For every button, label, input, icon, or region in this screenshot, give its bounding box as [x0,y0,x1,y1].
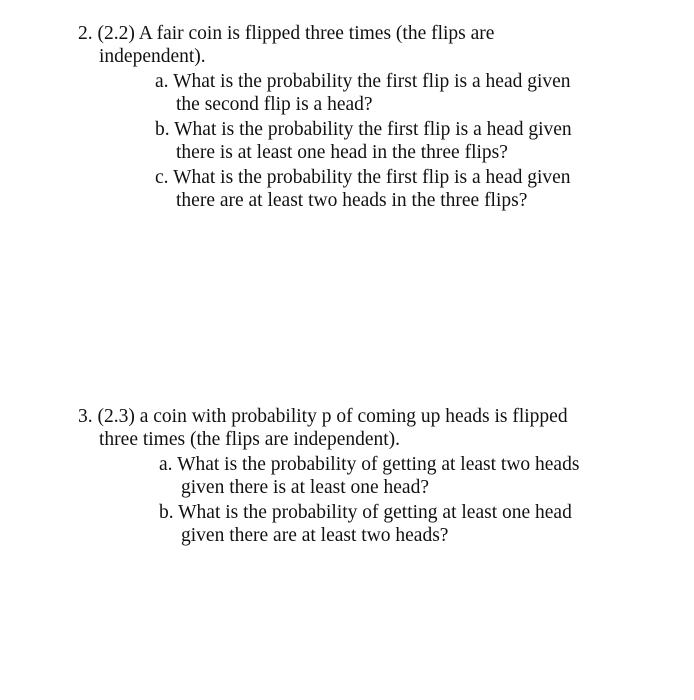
problem-3-stem-line-1 [78,405,568,428]
problem-3-part-a-line-1 [159,453,579,476]
problem-2-stem-line-2: independent). [99,46,206,67]
problem-2-part-b-line-2: there is at least one head in the three flips? [176,142,508,163]
problem-2-part-b-text-1: What is the probability the first flip is a head given [174,119,572,140]
problem-2-part-c-line-1 [155,166,571,189]
problem-2-part-a-line-1 [155,70,571,93]
problem-3-part-a-label: a. [159,454,173,475]
problem-2-part-c-line-2: there are at least two heads in the three flips? [176,190,528,211]
problem-2-stem-text-1: A fair coin is flipped three times (the flips are [138,23,495,44]
problem-3-section: (2.3) [97,406,135,427]
problem-2-number: 2. [78,23,93,44]
problem-2-part-c-text-1: What is the probability the first flip is a head given [173,167,571,188]
problem-2-part-a-line-2: the second flip is a head? [176,94,373,115]
problem-3-part-b-label: b. [159,502,174,523]
problem-3-part-a-line-2: given there is at least one head? [181,477,429,498]
problem-2-part-c-label: c. [155,167,169,188]
problem-3-part-b-line-1 [159,501,572,524]
problem-3-stem-line-2: three times (the flips are independent). [99,429,401,450]
problem-2-part-a-label: a. [155,71,169,92]
problem-2-section: (2.2) [97,23,135,44]
problem-3-part-b-line-2: given there are at least two heads? [181,525,449,546]
problem-2-part-b-line-1 [155,118,572,141]
problem-3-part-b-text-1: What is the probability of getting at least one head [178,502,572,523]
problem-2-part-b-label: b. [155,119,170,140]
problem-2-part-a-text-1: What is the probability the first flip is a head given [173,71,571,92]
problem-3-number: 3. [78,406,93,427]
problem-3-stem-text-1: a coin with probability p of coming up heads is flipped [139,406,568,427]
problem-3-part-a-text-1: What is the probability of getting at least two heads [177,454,580,475]
problem-2-stem-line-1 [78,22,494,45]
